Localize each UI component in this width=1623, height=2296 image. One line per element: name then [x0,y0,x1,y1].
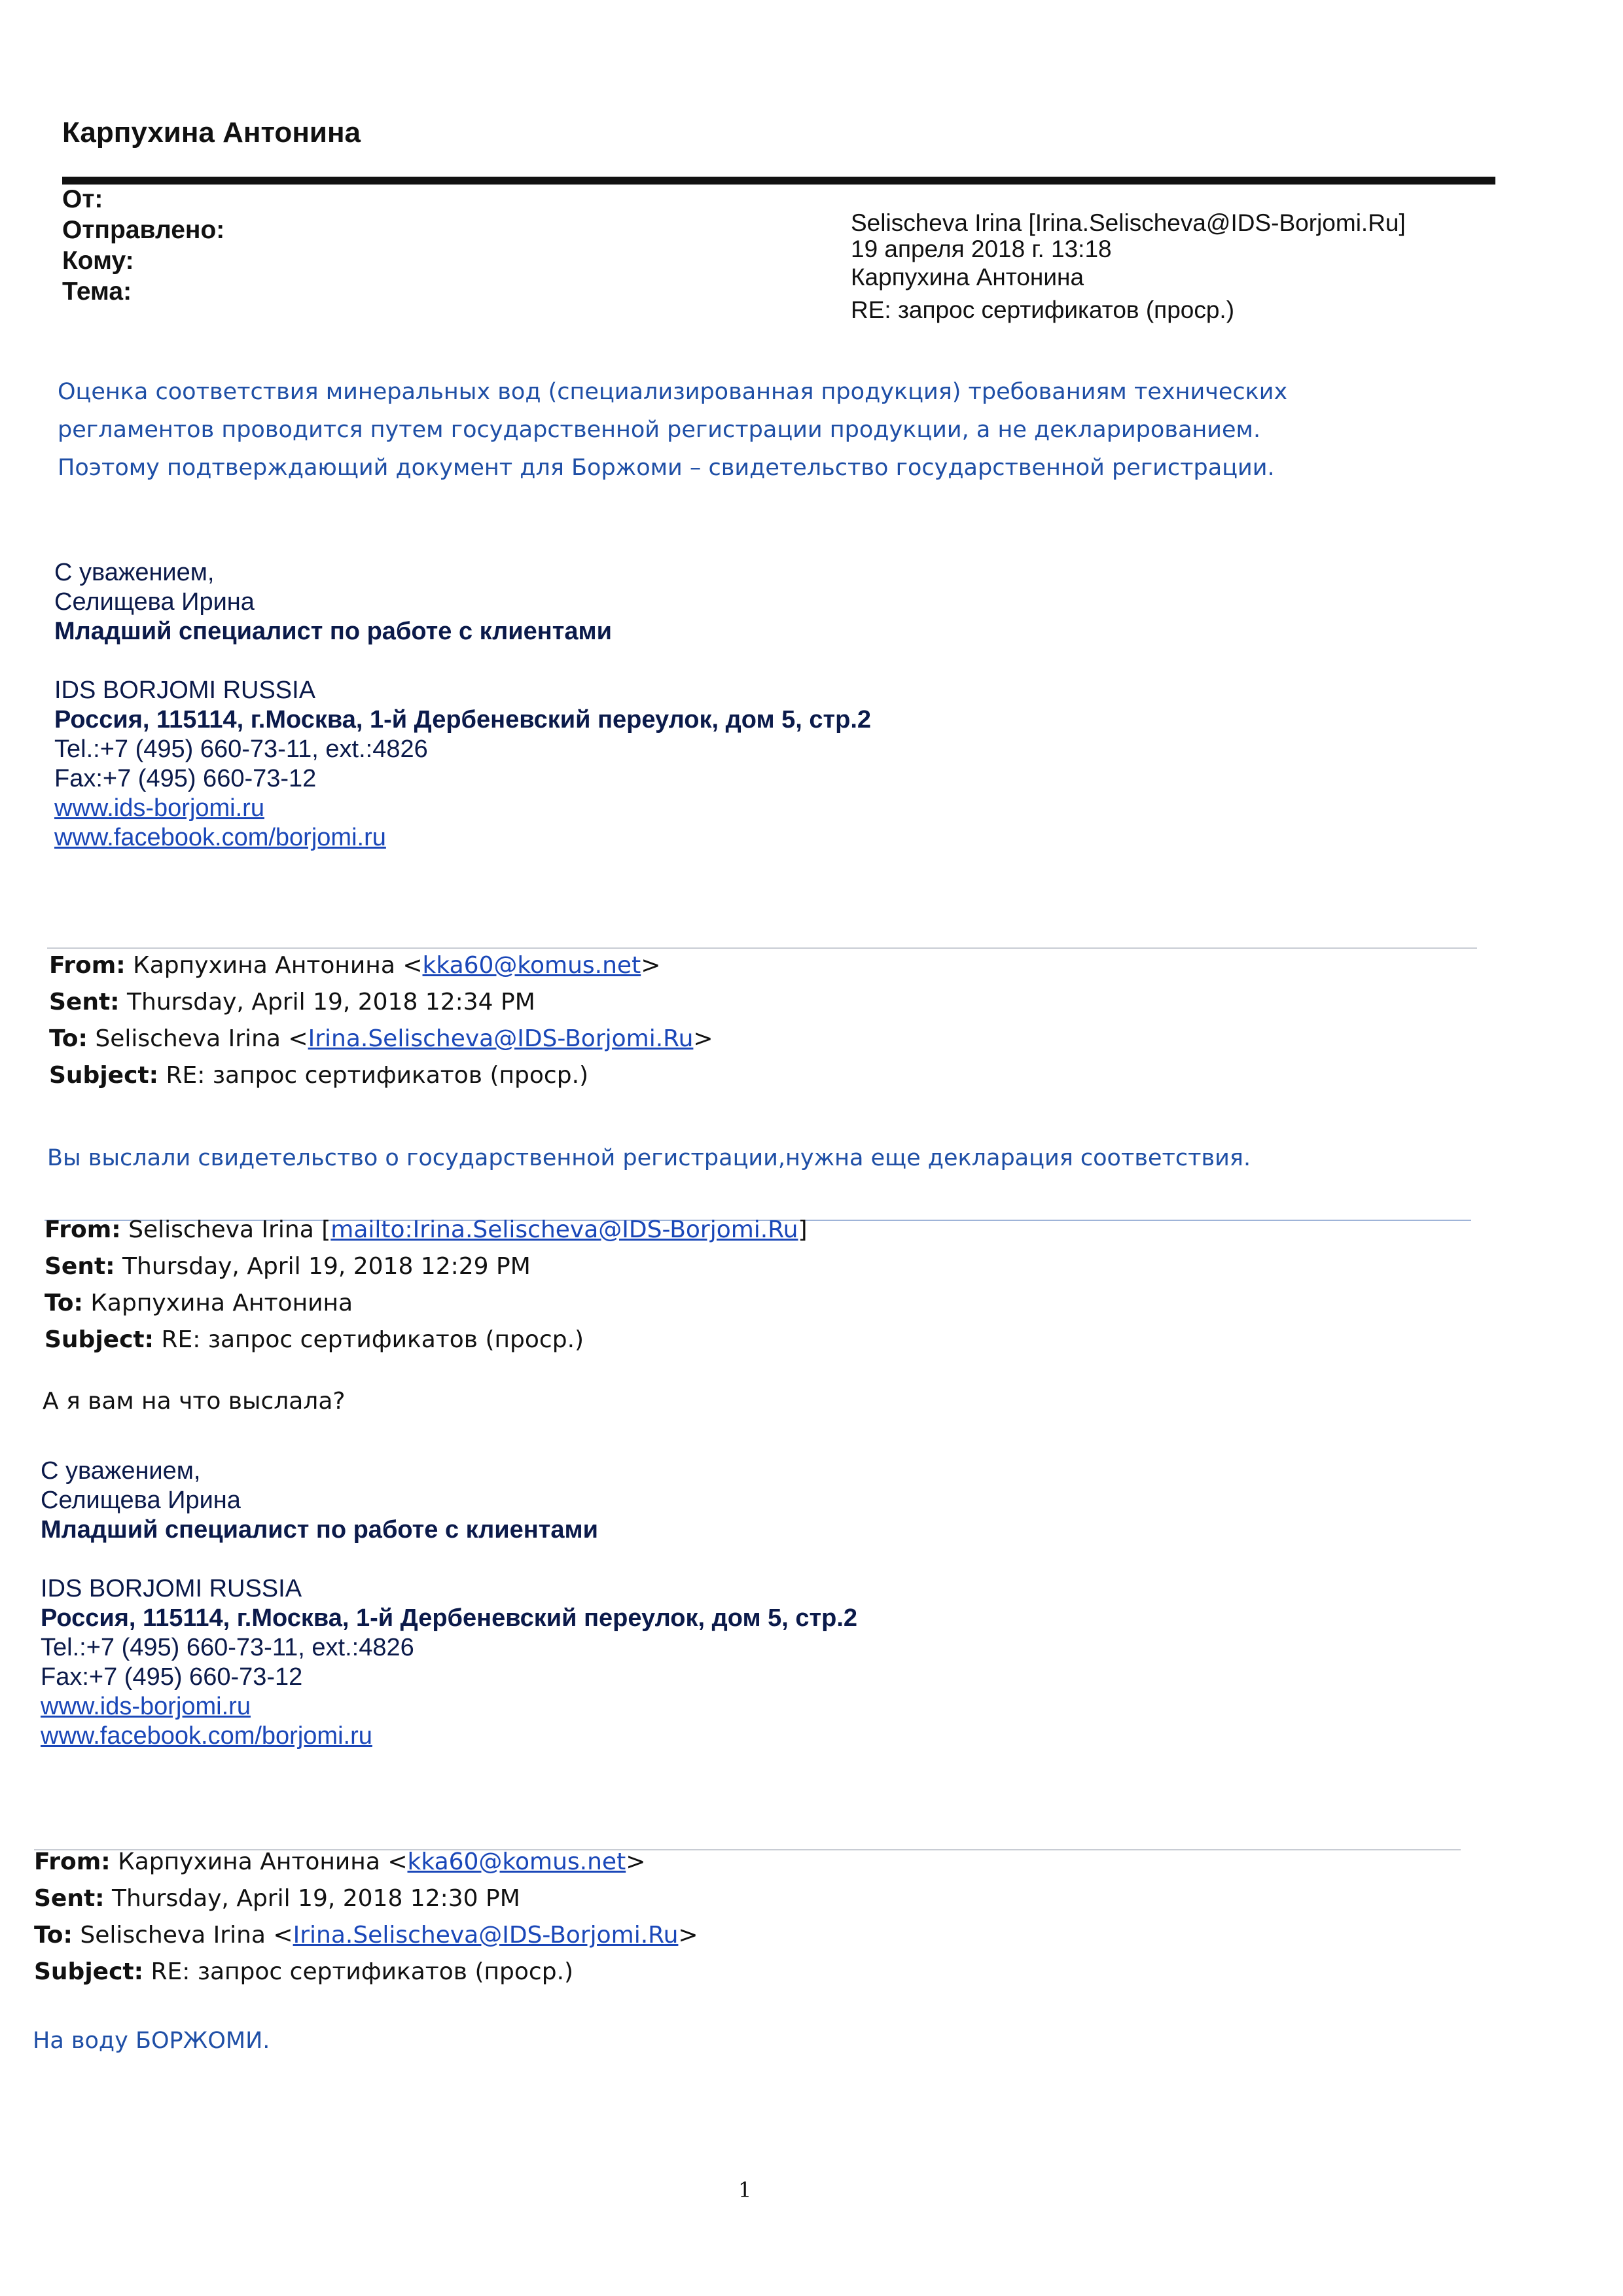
signature-fax: Fax:+7 (495) 660-73-12 [54,765,317,792]
signature-facebook-link[interactable]: www.facebook.com/borjomi.ru [41,1722,372,1750]
quoted-1-sent-label: Sent: [49,989,120,1016]
quoted-3-body: На воду БОРЖОМИ. [33,2028,270,2054]
signature-position: Младший специалист по работе с клиентами [41,1516,598,1544]
quoted-1-to [49,1021,713,1057]
quoted-1-from-email-link[interactable]: kka60@komus.net [422,952,641,979]
quoted-message-2 [45,1212,808,1358]
header-subject-value: RE: запрос сертификатов (проср.) [851,296,1235,323]
header-to-value: Карпухина Антонина [851,264,1084,291]
quoted-1-to-label: To: [49,1025,88,1052]
quoted-3-to-end: > [678,1922,698,1949]
quoted-3-from-name: Карпухина Антонина < [118,1848,408,1875]
quoted-2-to-value: Карпухина Антонина [90,1290,353,1316]
signature-spacer [41,1545,857,1574]
signature-tel: Tel.:+7 (495) 660-73-11, ext.:4826 [54,735,428,763]
signature-company: IDS BORJOMI RUSSIA [41,1575,302,1602]
quoted-1-subject-label: Subject: [49,1062,159,1089]
quoted-2-sent [45,1248,808,1285]
signature-site-link[interactable]: www.ids-borjomi.ru [54,794,264,822]
quoted-3-from-email-link[interactable]: kka60@komus.net [407,1848,626,1875]
page-number: 1 [738,2178,752,2202]
quoted-message-1 [49,947,713,1094]
signature-position: Младший специалист по работе с клиентами [54,618,612,645]
quoted-1-to-end: > [693,1025,713,1052]
quoted-2-from-end: ] [798,1216,808,1243]
quoted-3-from-label: From: [34,1848,111,1875]
title-rule [62,177,1495,185]
reply-body-line: Поэтому подтверждающий документ для Боржоми – свидетельство государственной регистрации. [58,455,1275,481]
quoted-3-sent-label: Sent: [34,1885,105,1912]
quoted-2-from-name: Selischeva Irina [ [128,1216,331,1243]
signature-tel: Tel.:+7 (495) 660-73-11, ext.:4826 [41,1634,414,1661]
quoted-2-subject-label: Subject: [45,1326,154,1353]
quoted-1-sent [49,984,713,1021]
signature-block [54,558,871,853]
quoted-2-sent-value: Thursday, April 19, 2018 12:29 PM [122,1253,531,1280]
quoted-2-subject [45,1322,808,1358]
quoted-3-to-label: To: [34,1922,73,1949]
signature-fax: Fax:+7 (495) 660-73-12 [41,1663,303,1691]
signature-greeting: С уважением, [41,1457,201,1485]
quoted-message-3 [34,1844,698,1990]
quoted-3-from [34,1844,698,1881]
reply-body [58,373,1287,487]
quoted-1-from [49,947,713,984]
header-subject-label: Тема: [62,277,132,306]
quoted-1-from-name: Карпухина Антонина < [133,952,423,979]
quoted-2-subject-value: RE: запрос сертификатов (проср.) [161,1326,584,1353]
signature-name: Селищева Ирина [54,588,255,616]
header-from-value: Selischeva Irina [Irina.Selischeva@IDS-Borjomi.Ru] [851,209,1406,236]
header-sent-label: Отправлено: [62,216,225,244]
header-sent-value: 19 апреля 2018 г. 13:18 [851,236,1112,262]
signature-address: Россия, 115114, г.Москва, 1-й Дербеневский переулок, дом 5, стр.2 [41,1604,858,1632]
quoted-3-subject [34,1954,698,1990]
quoted-2-from-label: From: [45,1216,121,1243]
quoted-3-sent [34,1881,698,1917]
quoted-1-from-end: > [641,952,661,979]
signature-name: Селищева Ирина [41,1487,241,1514]
quoted-3-to-email-link[interactable]: Irina.Selischeva@IDS-Borjomi.Ru [293,1922,679,1949]
header-from-label: От: [62,185,103,213]
quoted-3-subject-value: RE: запрос сертификатов (проср.) [151,1958,574,1985]
quoted-2-sent-label: Sent: [45,1253,115,1280]
quoted-2-body: А я вам на что выслала? [43,1388,346,1415]
signature-site-link[interactable]: www.ids-borjomi.ru [41,1693,251,1720]
quoted-1-to-name: Selischeva Irina < [95,1025,308,1052]
signature-greeting: С уважением, [54,559,215,586]
reply-body-line: регламентов проводится путем государственной регистрации продукции, а не декларированием. [58,417,1261,443]
signature-company: IDS BORJOMI RUSSIA [54,677,316,704]
quoted-1-subject-value: RE: запрос сертификатов (проср.) [166,1062,589,1089]
quoted-1-subject [49,1057,713,1094]
quoted-1-from-label: From: [49,952,126,979]
header-to-label: Кому: [62,247,134,275]
quoted-1-to-email-link[interactable]: Irina.Selischeva@IDS-Borjomi.Ru [308,1025,694,1052]
quoted-2-to [45,1285,808,1322]
signature-facebook-link[interactable]: www.facebook.com/borjomi.ru [54,824,386,851]
quoted-1-sent-value: Thursday, April 19, 2018 12:34 PM [127,989,535,1016]
document-title: Карпухина Антонина [62,116,361,149]
signature-spacer [54,646,871,676]
quoted-2-to-label: To: [45,1290,83,1316]
quoted-2-from-email-link[interactable]: mailto:Irina.Selischeva@IDS-Borjomi.Ru [330,1216,798,1243]
quoted-1-body: Вы выслали свидетельство о государственной регистрации,нужна еще декларация соответствия. [47,1145,1251,1171]
quoted-3-from-end: > [626,1848,646,1875]
quoted-3-to [34,1917,698,1954]
signature-block [41,1457,857,1751]
quoted-3-to-name: Selischeva Irina < [80,1922,293,1949]
reply-body-line: Оценка соответствия минеральных вод (специализированная продукция) требованиям технических [58,379,1288,405]
quoted-2-from [45,1212,808,1248]
quoted-3-subject-label: Subject: [34,1958,144,1985]
quoted-3-sent-value: Thursday, April 19, 2018 12:30 PM [112,1885,520,1912]
signature-address: Россия, 115114, г.Москва, 1-й Дербеневский переулок, дом 5, стр.2 [54,706,872,733]
